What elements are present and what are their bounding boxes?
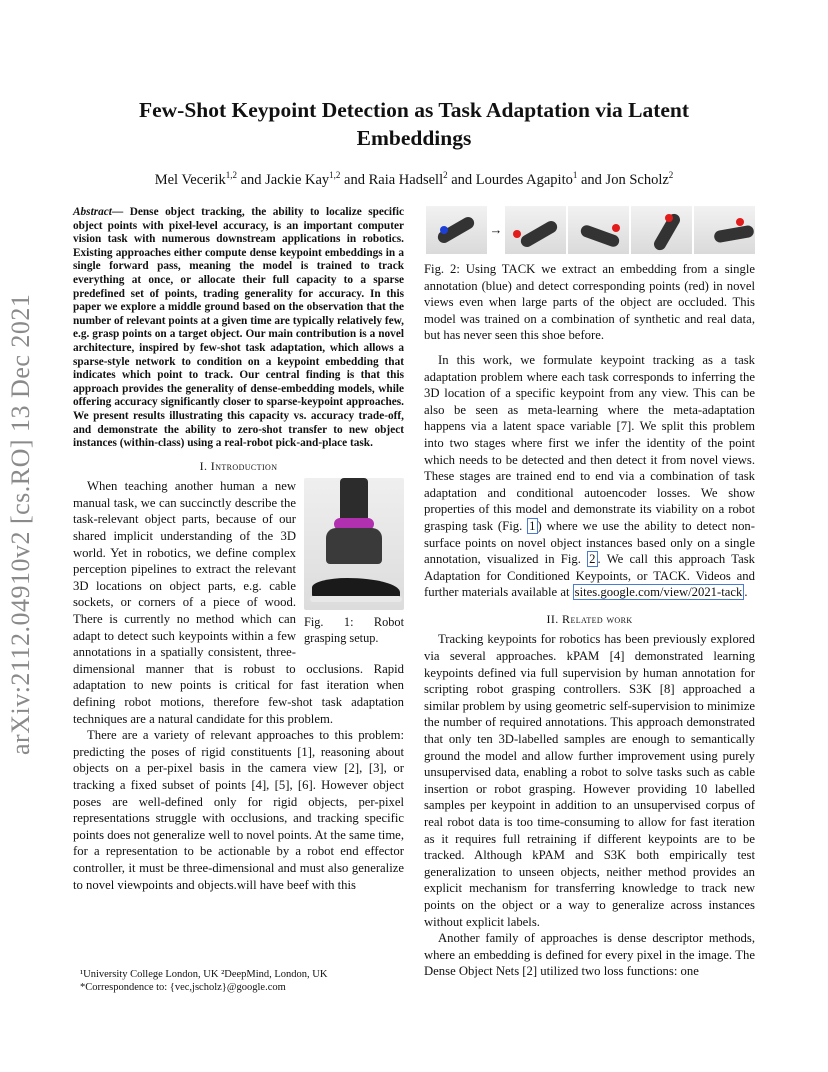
abstract-text: — Dense object tracking, the ability to localize specific object points with pixel-level accuracy, is an important computer vision task with numerous downstream applications in robotics. Existing approaches either compute dense keypoint embeddings in a single forward pass, meaning the model is trained to track everything at once, or allocate their full capacity to a sparse predefined set of points, trading generality for accuracy. In this paper we explore a middle ground based on the observation that the number of relevant points at a given time are typically relatively few, e.g. grasp points on a target object. Our main contribution is a novel architecture, inspired by few-shot task adaptation, which allows a sparse-style network to condition on a keypoint embedding that indicates which point to track. Our central finding is that this approach provides the generality of dense-embedding models, while offering accuracy significantly closer to sparse-keypoint approaches. We present results illustrating this capacity vs. accuracy trade-off, and demonstrate the ability to zero-shot transfer to new object instances (within-class) using a real-robot pick-and-place task. [73, 206, 404, 450]
author-affiliation: 1 [572, 170, 578, 180]
right-paragraph-1 [424, 352, 755, 601]
project-website-link[interactable]: sites.google.com/view/2021-tack [574, 585, 743, 600]
figure-2-caption: Fig. 2: Using TACK we extract an embedding from a single annotation (blue) and detect corresponding points (red) in novel views even when large parts of the object are occluded. This model was trained on a combination of synthetic and real data, but has never seen this shoe before. [424, 262, 755, 343]
novel-view-3 [631, 206, 692, 254]
author-name: Mel Vecerik [154, 171, 226, 188]
author-separator: and [236, 171, 266, 188]
author-name: Raia Hadsell [368, 171, 444, 188]
author-list [80, 170, 748, 189]
figure-2-reference-link[interactable]: 2 [589, 552, 596, 567]
related-paragraph-1: Tracking keypoints for robotics has been previously explored via several approaches. kPAM [4] demonstrated learning keypoints defined via full supervision by human annotation for scripting robot grasping controllers. S3K [8] approached a similar problem by using geometric self-supervision to minimize the number of required annotations. This approach demonstrated that only ten 3D-labelled samples are enough to semantically ground the model and allow further improvement using purely unsupervised data, enabling a robot to solve tasks such as cable insertion or robot grasping. However providing 10 labelled samples per keypoint in addition to an unsupervised corpus of real robot data is too time-consuming to allow for fast iteration as it requires full retraining if different keypoints are to be tracked. Although kPAM and S3K both empirically test generalization to unseen objects, neither method provides an explicit mechanism for transferring knowledge to track new points on the object or a way to generalize across instances without explicit labels. [424, 632, 755, 929]
abstract [73, 206, 404, 451]
figure-1 [304, 478, 404, 646]
robot-grasping-photo [304, 478, 404, 610]
footnote-correspondence: *Correspondence to: {vec,jscholz}@google.com [80, 982, 286, 993]
annotation-view [426, 206, 487, 254]
title-line-1: Few-Shot Keypoint Detection as Task Adaptation via Latent [138, 98, 690, 122]
intro-paragraph-1: When teaching another human a new manual task, we can succinctly describe the task-relevant object parts, because of our shared implicit understanding of the 3D world. Yet in robotics, we define complex perception pipelines to extract the relevant 3D locations on object parts, e.g. cable sockets, or corners of a piece of wood. There is currently no method which can adapt to detect such keypoints within a few annotations in a spatially consistent, three-dimensional manner that is robust to occlusions. Rapid adaptation to new points is critical for fast iteration when defining robot motions, therefore few-shot task adaptation techniques are a natural candidate for this problem. [73, 479, 404, 726]
section-heading-related-work: II. Related work [546, 611, 633, 626]
author-name: Lourdes Agapito [475, 171, 573, 188]
author-affiliation: 1,2 [225, 170, 237, 180]
section-heading-introduction: I. Introduction [199, 458, 278, 473]
right-column [424, 206, 755, 980]
paragraph-text: ) where we use the ability to detect non-surface points on novel object instances based only on a single annotation, visualized in Fig. [424, 518, 755, 567]
intro-paragraph-2: There are a variety of relevant approaches to this problem: predicting the poses of rigid constituents [1], reasoning about objects on a per-pixel basis in the camera view [2], [3], or tracking a fixed subset of points [4], [5], [6]. However object poses are well-defined only for rigid objects, per-pixel representations struggle with occlusions, and tracking specific points does not generalize well to novel points. At the same time, for a representation to be actionable by a robot end effector controller, it must be three-dimensional and must also generalize to novel viewpoints and objects.will have beef with this [73, 728, 404, 892]
left-column [73, 206, 404, 893]
novel-view-4 [694, 206, 755, 254]
paragraph-text: . We call this approach Task Adaptation for Conditioned Keypoints, or TACK. Videos and further materials available at [424, 552, 755, 600]
abstract-label: Abstract [73, 206, 112, 218]
footnote-affiliations: ¹University College London, UK ²DeepMind, London, UK [80, 969, 328, 980]
paragraph-text: In this work, we formulate keypoint tracking as a task adaptation problem where each task corresponds to inferring the 3D location of a specific keypoint from any view. This can be also be seen as meta-learning where the meta-adaptation happens via a latent space variable [7]. We split this problem into two stages where first we infer the identity of the point which needs to be detected and then detect it from novel views. These stages are trained end to end via a combination of task adaptation and conditional autoencoder losses. We show properties of this model and demonstrate its viability on a robot grasping task (Fig. [424, 352, 755, 533]
author-separator: and [340, 171, 369, 188]
novel-view-2 [568, 206, 629, 254]
author-separator: and [447, 171, 476, 188]
author-affiliation: 1,2 [329, 170, 341, 180]
arxiv-identifier: arXiv:2112.04910v2 [cs.RO] 13 Dec 2021 [6, 293, 35, 755]
footnotes [80, 968, 400, 994]
figure-1-caption: Fig. 1: Robot grasping setup. [304, 615, 404, 646]
author-separator: and [577, 171, 606, 188]
related-paragraph-2: Another family of approaches is dense descriptor methods, where an embedding is defined for every pixel in the image. The Dense Object Nets [2] utilized two loss functions: one [424, 931, 755, 979]
author-affiliation: 2 [668, 170, 674, 180]
figure-1-reference-link[interactable]: 1 [529, 518, 536, 533]
novel-view-1 [505, 206, 566, 254]
author-name: Jackie Kay [265, 171, 330, 188]
paper-title [80, 96, 748, 152]
figure-2-images [424, 206, 755, 254]
arrow-icon: → [489, 221, 503, 237]
author-affiliation: 2 [443, 170, 448, 180]
author-name: Jon Scholz [605, 171, 669, 188]
title-line-2: Embeddings [356, 126, 472, 150]
paragraph-text: . [744, 585, 748, 600]
